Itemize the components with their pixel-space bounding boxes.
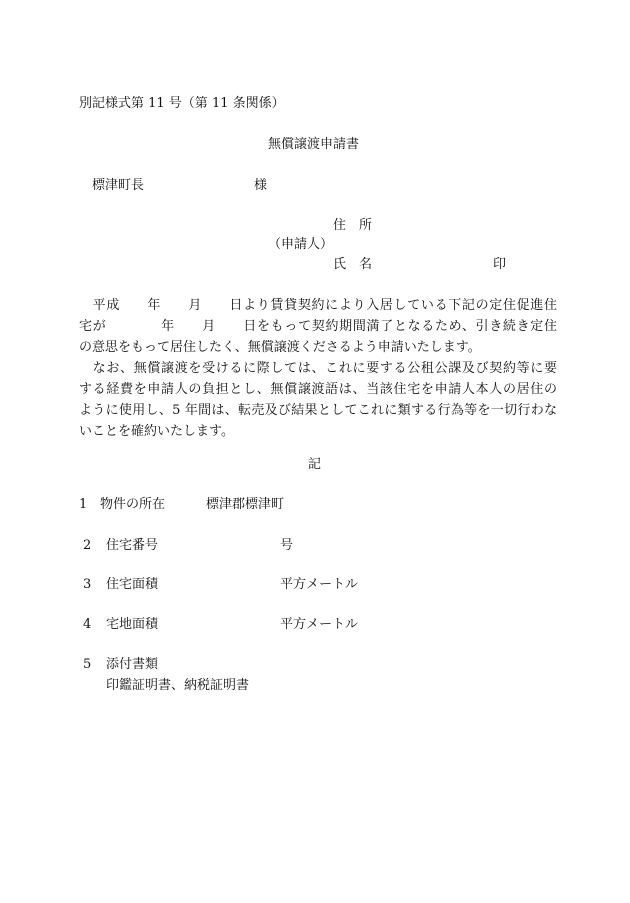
body-line: の意思をもって居住したく、無償譲渡くださるよう申請いたします。 <box>79 340 481 355</box>
form-reference: 別記様式第 11 号（第 11 条関係） <box>79 96 285 111</box>
item-label: 住宅面積 <box>106 577 159 592</box>
item-value: 印鑑証明書、納税証明書 <box>106 678 250 693</box>
application-body <box>79 295 557 442</box>
body-line: ように使用し、5 年間は、転売及び結果としてこれに類する行為等を一切行わな <box>79 403 557 418</box>
item-value: 号 <box>280 538 294 553</box>
item-number: 2 <box>83 538 92 553</box>
item-label: 住宅番号 <box>106 538 159 553</box>
item-number: 5 <box>83 657 92 672</box>
body-line: なお、無償譲渡を受けるに際しては、これに要する公租公課及び契約等に要 <box>79 361 557 376</box>
body-line: 宅が 年 月 日をもって契約期間満了となるため、引き続き定住 <box>79 319 557 334</box>
addressee-honorific: 様 <box>254 178 268 193</box>
item-value: 標津郡標津町 <box>206 497 285 512</box>
seal-mark: 印 <box>493 257 507 272</box>
item-number: 1 <box>79 497 88 512</box>
item-value: 平方メートル <box>280 577 359 592</box>
item-label: 物件の所在 <box>100 497 166 512</box>
item-value: 平方メートル <box>280 617 359 632</box>
applicant-name-label: 氏 名 <box>333 257 373 272</box>
applicant-address-label: 住 所 <box>333 218 373 233</box>
item-number: 4 <box>83 617 92 632</box>
applicant-role-label: （申請人） <box>268 237 334 252</box>
addressee-name: 標津町長 <box>92 178 145 193</box>
item-label: 宅地面積 <box>106 617 159 632</box>
body-line: いことを確約いたします。 <box>79 424 234 439</box>
ki-heading: 記 <box>308 457 322 472</box>
body-line: 平成 年 月 日より賃貸契約により入居している下記の定住促進住 <box>79 298 557 313</box>
document-title: 無償譲渡申請書 <box>268 137 360 152</box>
item-label: 添付書類 <box>106 657 159 672</box>
body-line: する経費を申請人の負担とし、無償譲渡語は、当該住宅を申請人本人の居住の <box>79 382 557 397</box>
item-number: 3 <box>83 577 92 592</box>
